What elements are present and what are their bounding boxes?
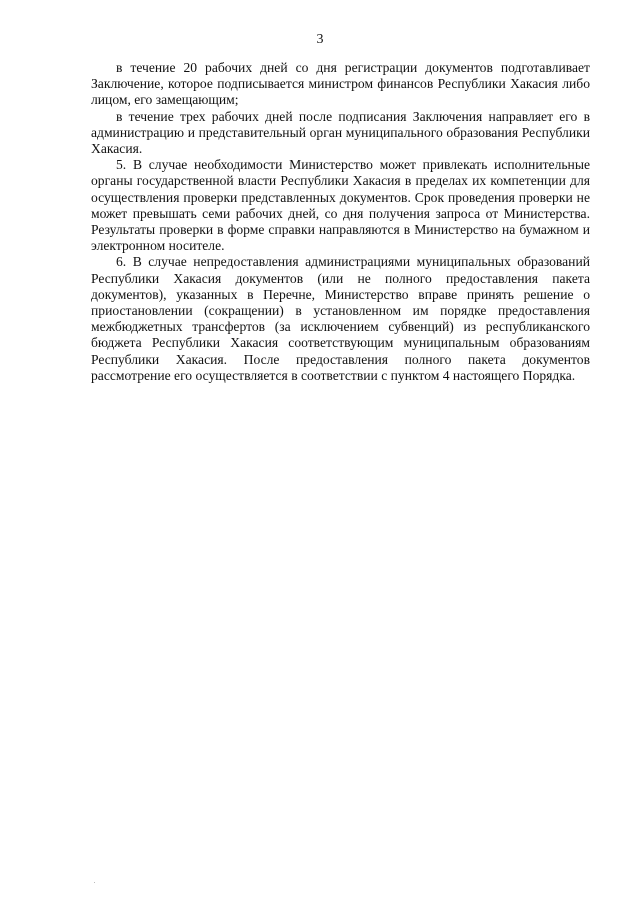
paragraph-item-6: 6. В случае непредоставления администрациями муниципальных образований Республики Хакасия документов (или не полного предоставления пакета документов), указанных в Перечне, Министерство вправе принять решение о приостановлении (сокращении) в установленном им порядке предоставления межбюджетных трансфертов (за исключением субвенций) из республиканского бюджета Республики Хакасия соответствующим муниципальным образованиям Республики Хакасия. После предоставления полного пакета документов рассмотрение его осуществляется в соответствии с пунктом 4 настоящего Порядка. bbox=[91, 254, 590, 383]
scan-artifact-dot bbox=[94, 882, 95, 883]
page-number: 3 bbox=[316, 32, 324, 47]
paragraph-registration-deadline: в течение 20 рабочих дней со дня регистрации документов подготавливает Заключение, которое подписывается министром финансов Республики Хакасия либо лицом, его замещающим; bbox=[91, 60, 590, 108]
paragraph-conclusion-sending: в течение трех рабочих дней после подписания Заключения направляет его в администрацию и представительный орган муниципального образования Республики Хакасия. bbox=[91, 108, 590, 157]
document-body bbox=[91, 60, 590, 384]
paragraph-item-5: 5. В случае необходимости Министерство может привлекать исполнительные органы государственной власти Республики Хакасия в пределах их компетенции для осуществления проверки представленных документов. Срок проведения проверки не может превышать семи рабочих дней, со дня получения запроса от Министерства. Результаты проверки в форме справки направляются в Министерство на бумажном и электронном носителе. bbox=[91, 157, 590, 254]
